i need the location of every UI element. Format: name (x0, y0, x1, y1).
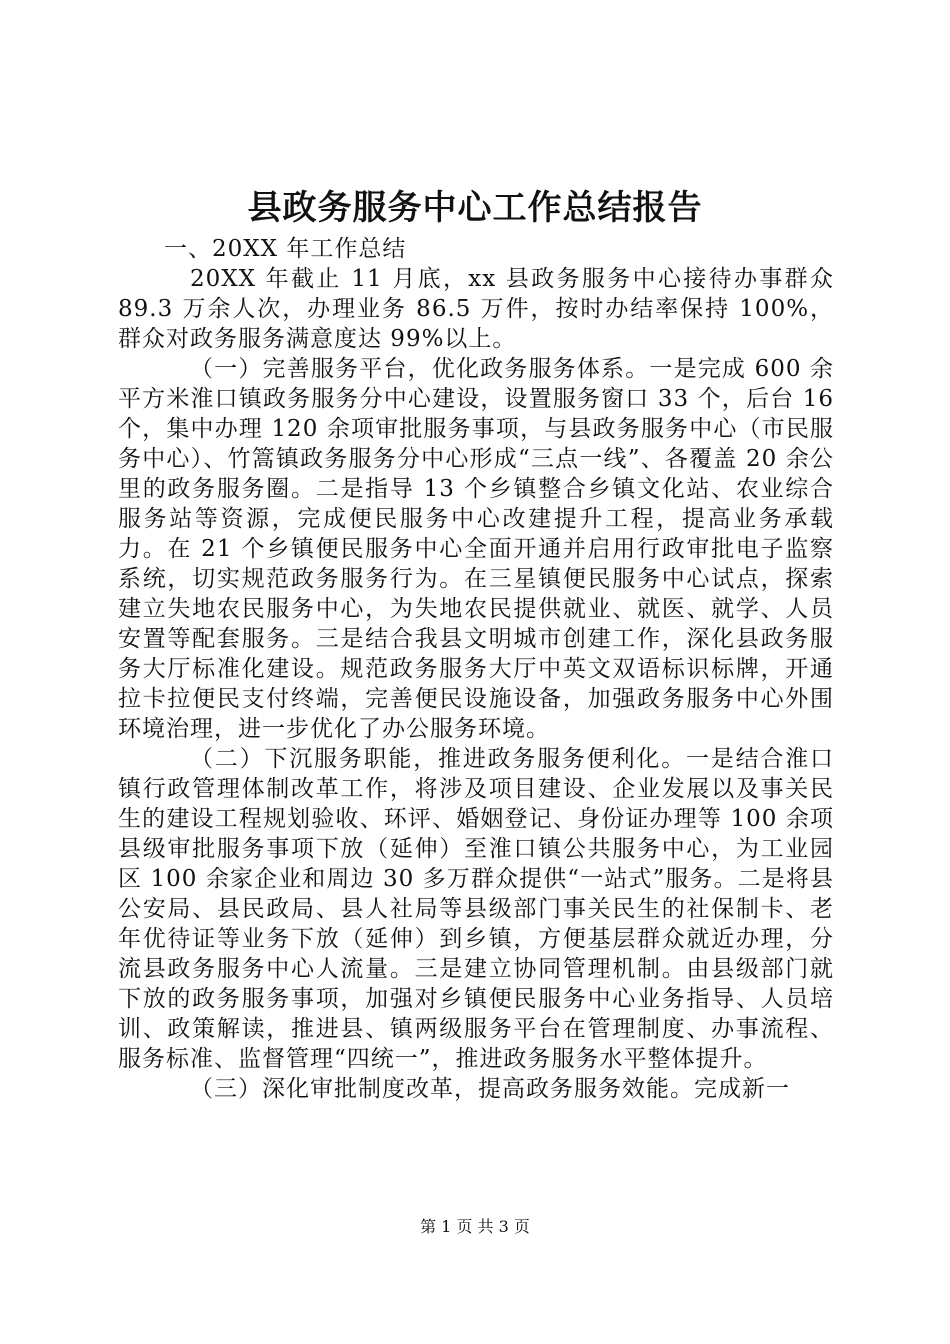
body-paragraph-summary: 20XX 年截止 11 月底，xx 县政务服务中心接待办事群众 89.3 万余人次，办理业务 86.5 万件，按时办结率保持 100%，群众对政务服务满意度达 99%以上。 (118, 266, 834, 352)
section-heading: 一、20XX 年工作总结 (164, 236, 407, 262)
document-body (118, 234, 834, 1104)
body-paragraph-reform: （三）深化审批制度改革，提高政务服务效能。完成新一 (190, 1076, 790, 1102)
document-title: 县政务服务中心工作总结报告 (247, 188, 703, 228)
page-number-footer: 第 1 页 共 3 页 (420, 1217, 530, 1236)
body-paragraph-platform: （一）完善服务平台，优化政务服务体系。一是完成 600 余平方米淮口镇政务服务分中心建设，设置服务窗口 33 个，后台 16 个，集中办理 120 余项审批服务事项，与县政务服务中心（市民服务中心）、竹篙镇政务服务分中心形成“三点一线”、各覆盖 20 余公里的政务服务圈。二是指导 13 个乡镇整合乡镇文化站、农业综合服务站等资源，完成便民服务中心改建提升工程，提高业务承载力。在 21 个乡镇便民服务中心全面开通并启用行政审批电子监察系统，切实规范政务服务行为。在三星镇便民服务中心试点，探索建立失地农民服务中心，为失地农民提供就业、就医、就学、人员安置等配套服务。三是结合我县文明城市创建工作，深化县政务服务大厅标准化建设。规范政务服务大厅中英文双语标识标牌，开通拉卡拉便民支付终端，完善便民设施设备，加强政务服务中心外围环境治理，进一步优化了办公服务环境。 (118, 356, 834, 742)
body-paragraph-delegation: （二）下沉服务职能，推进政务服务便利化。一是结合淮口镇行政管理体制改革工作，将涉及项目建设、企业发展以及事关民生的建设工程规划验收、环评、婚姻登记、身份证办理等 100 余项县级审批服务事项下放（延伸）至淮口镇公共服务中心，为工业园区 100 余家企业和周边 30 多万群众提供“一站式”服务。二是将县公安局、县民政局、县人社局等县级部门事关民生的社保制卡、老年优待证等业务下放（延伸）到乡镇，方便基层群众就近办理，分流县政务服务中心人流量。三是建立协同管理机制。由县级部门就下放的政务服务事项，加强对乡镇便民服务中心业务指导、人员培训、政策解读，推进县、镇两级服务平台在管理制度、办事流程、服务标准、监督管理“四统一”，推进政务服务水平整体提升。 (118, 746, 834, 1072)
